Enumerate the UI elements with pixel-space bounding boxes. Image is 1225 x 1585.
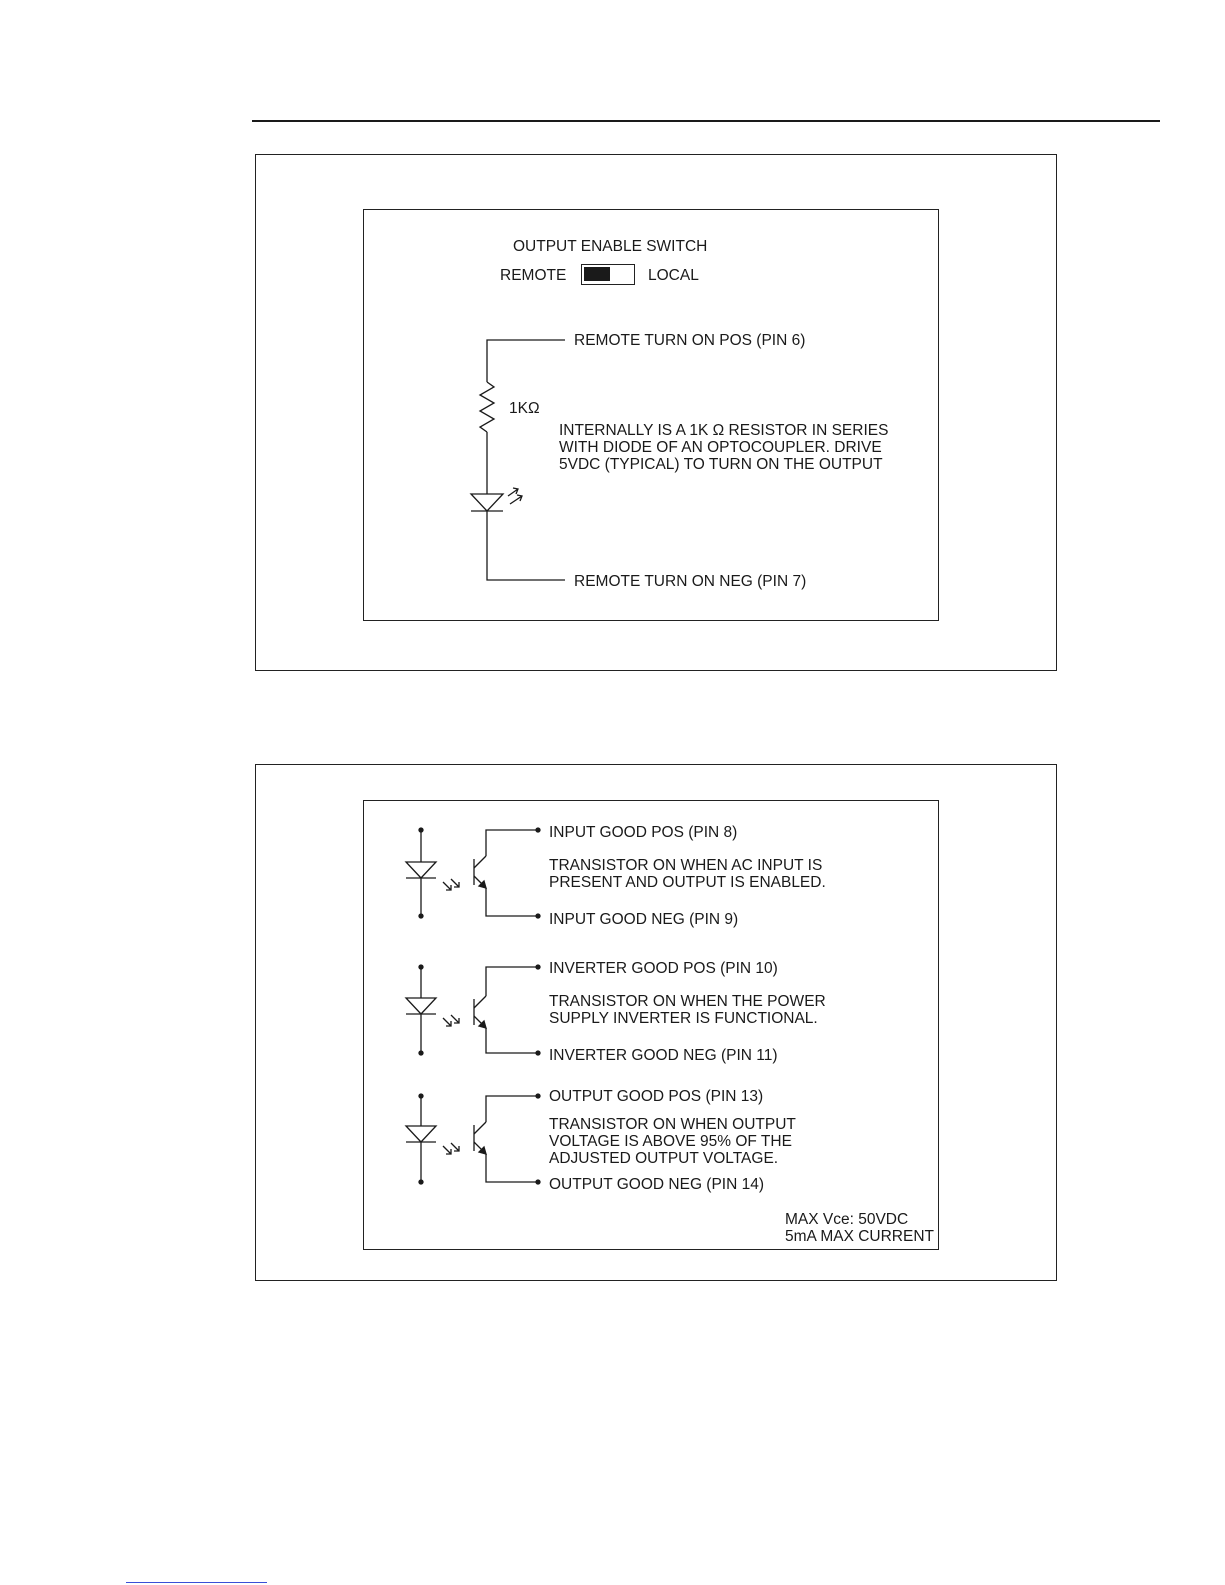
note-line: WITH DIODE OF AN OPTOCOUPLER. DRIVE — [559, 439, 882, 456]
inverter-good-pos-terminal-dot — [536, 965, 540, 969]
output-good-neg-label: OUTPUT GOOD NEG (PIN 14) — [549, 1176, 765, 1193]
input-good-light-arrow — [443, 882, 451, 890]
input-good-pos-wire — [486, 830, 538, 856]
inverter-good-light-arrow — [451, 1015, 459, 1023]
inverter-good-pos-label: INVERTER GOOD POS (PIN 10) — [549, 960, 778, 977]
output-good-neg-terminal-dot — [536, 1180, 540, 1184]
desc-line: TRANSISTOR ON WHEN OUTPUT — [549, 1116, 796, 1133]
input-good-neg-label: INPUT GOOD NEG (PIN 9) — [549, 911, 739, 928]
output-good-pos-terminal-dot — [536, 1094, 540, 1098]
input-good-led-terminal-dot — [419, 828, 423, 832]
input-good-led-terminal-dot — [419, 914, 423, 918]
output-good-pos-label: OUTPUT GOOD POS (PIN 13) — [549, 1088, 764, 1105]
rating-line: MAX Vce: 50VDC — [785, 1211, 909, 1228]
rating-line: 5mA MAX CURRENT — [785, 1228, 934, 1245]
output-good-description — [549, 1116, 796, 1167]
inverter-good-neg-terminal-dot — [536, 1051, 540, 1055]
inverter-good-pos-wire — [486, 967, 538, 996]
inverter-good-neg-wire — [486, 1028, 538, 1053]
inverter-good-led-symbol — [406, 998, 436, 1014]
desc-line: PRESENT AND OUTPUT IS ENABLED. — [549, 874, 826, 891]
switch-local-label: LOCAL — [648, 267, 699, 284]
output-good-led-terminal-dot — [419, 1094, 423, 1098]
output-good-neg-wire — [486, 1154, 538, 1182]
desc-line: TRANSISTOR ON WHEN THE POWER — [549, 993, 826, 1010]
inverter-good-led-terminal-dot — [419, 965, 423, 969]
output-good-led-terminal-dot — [419, 1180, 423, 1184]
input-good-pos-terminal-dot — [536, 828, 540, 832]
remote-turn-on-neg-label: REMOTE TURN ON NEG (PIN 7) — [574, 573, 807, 590]
input-good-light-arrow — [451, 879, 459, 887]
inverter-good-neg-label: INVERTER GOOD NEG (PIN 11) — [549, 1047, 778, 1064]
input-good-neg-terminal-dot — [536, 914, 540, 918]
desc-line: VOLTAGE IS ABOVE 95% OF THE — [549, 1133, 792, 1150]
input-good-pos-label: INPUT GOOD POS (PIN 8) — [549, 824, 738, 841]
input-good-description — [549, 857, 826, 891]
input-good-transistor-collector — [474, 856, 486, 868]
output-enable-switch-title: OUTPUT ENABLE SWITCH — [513, 238, 708, 255]
desc-line: ADJUSTED OUTPUT VOLTAGE. — [549, 1150, 779, 1167]
output-good-light-arrow — [443, 1146, 451, 1154]
inverter-good-led-terminal-dot — [419, 1051, 423, 1055]
remote-turn-on-pos-label: REMOTE TURN ON POS (PIN 6) — [574, 332, 806, 349]
desc-line: TRANSISTOR ON WHEN AC INPUT IS — [549, 857, 823, 874]
output-good-transistor-collector — [474, 1122, 486, 1134]
output-good-light-arrow — [451, 1143, 459, 1151]
desc-line: SUPPLY INVERTER IS FUNCTIONAL. — [549, 1010, 818, 1027]
inverter-good-light-arrow — [443, 1018, 451, 1026]
input-good-led-symbol — [406, 862, 436, 878]
note-line: 5VDC (TYPICAL) TO TURN ON THE OUTPUT — [559, 456, 883, 473]
output-good-pos-wire — [486, 1096, 538, 1122]
input-good-neg-wire — [486, 888, 538, 916]
inverter-good-transistor-collector — [474, 996, 486, 1008]
resistor-value-label: 1KΩ — [509, 400, 540, 417]
transistor-ratings-note — [785, 1211, 934, 1245]
switch-remote-label: REMOTE — [500, 267, 567, 284]
output-good-led-symbol — [406, 1126, 436, 1142]
footer-link-underline[interactable] — [126, 1582, 267, 1583]
inverter-good-description — [549, 993, 826, 1027]
note-line: INTERNALLY IS A 1K Ω RESISTOR IN SERIES — [559, 422, 889, 439]
